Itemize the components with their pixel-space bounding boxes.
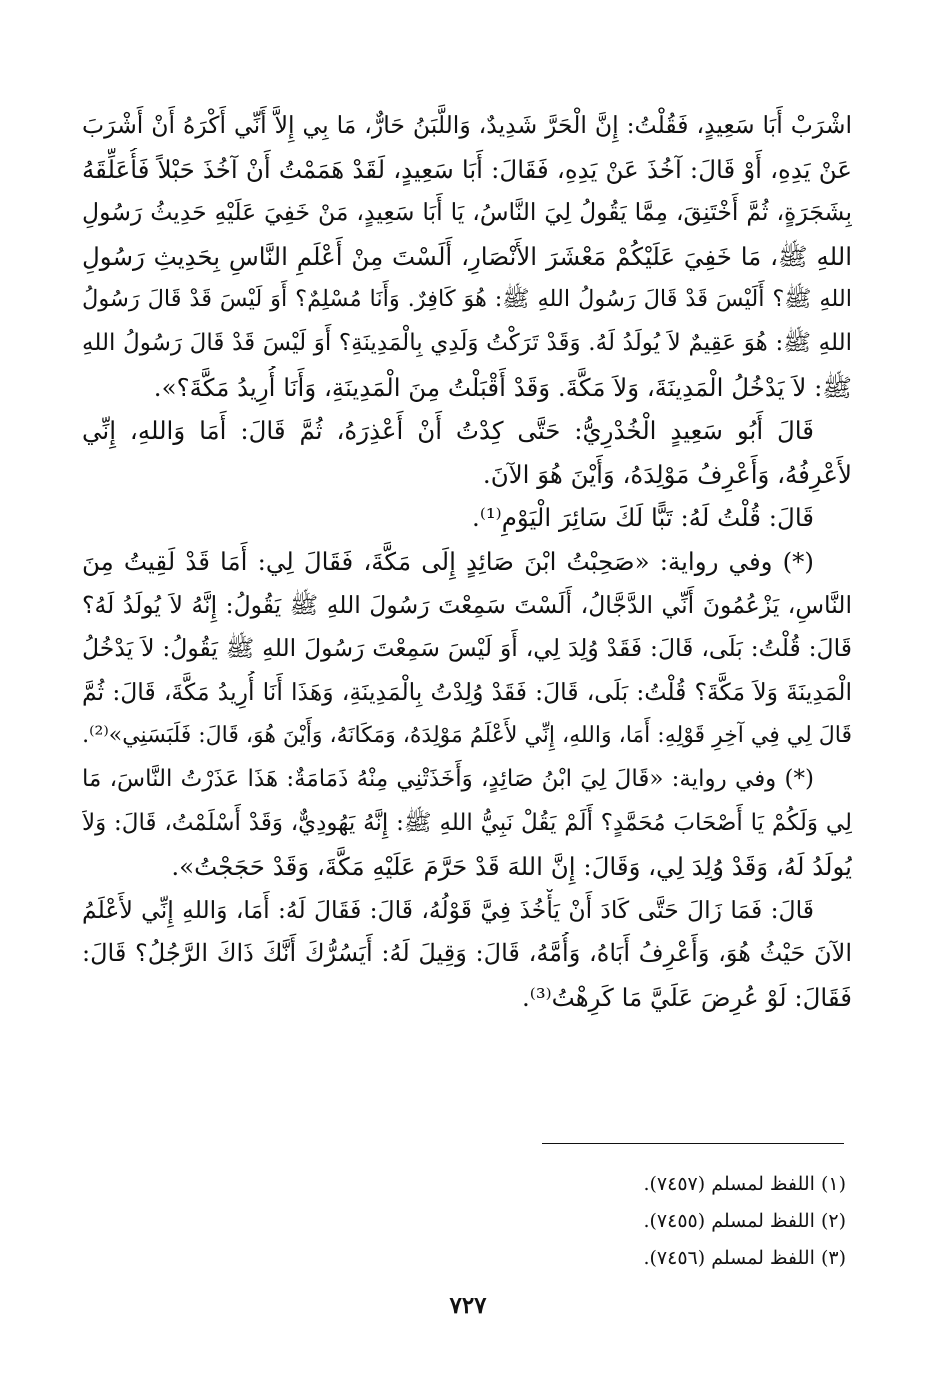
- text-line: عَنْ يَدِهِ، أَوْ قَالَ: آخُذَ عَنْ يَدِهِ، فَقَالَ: أَبَا سَعِيدٍ، لَقَدْ هَمَمْتُ أَنْ آخُذَ حَبْلاً فَأُعَلِّقَهُ: [82, 154, 852, 184]
- footnote-1: (١) اللفظ لمسلم (٧٤٥٧).: [643, 1173, 846, 1195]
- text-line: لِي وَلَكُمْ يَا أَصْحَابَ مُحَمَّدٍ؟ أَلَمْ يَقُلْ نَبِيُّ اللهِ ﷺ: إِنَّهُ يَهُودِيٌّ، وَقَدْ أَسْلَمْتُ، قَالَ: وَلاَ: [82, 809, 852, 836]
- text-line: اللهِ ﷺ، مَا خَفِيَ عَلَيْكُمْ مَعْشَرَ الأَنْصَارِ، أَلَسْتَ مِنْ أَعْلَمِ النَّاسِ بِحَدِيثِ رَسُولِ: [82, 241, 852, 271]
- text-line: (*) وفي رواية: «قَالَ لِيَ ابْنُ صَائِدٍ، وَأَخَذَتْنِي مِنْهُ ذَمَامَةٌ: هَذَا عَذَرْتُ النَّاسَ، مَا: [82, 765, 814, 792]
- text-line: قَالَ: فَمَا زَالَ حَتَّى كَادَ أَنْ يَأْخُذَ فِيَّ قَوْلُهُ، قَالَ: فَقَالَ لَهُ: أَمَا، وَاللهِ إِنِّي لأَعْلَمُ: [82, 895, 814, 924]
- text-line: قَالَ: قُلْتُ لَهُ: تَبًّا لَكَ سَائِرَ الْيَوْمِ⁽¹⁾.: [472, 503, 814, 533]
- text-line: الْمَدِينَةَ وَلاَ مَكَّةَ؟ قُلْتُ: بَلَى، قَالَ: فَقَدْ وُلِدْتُ بِالْمَدِينَةِ، وَهَذَا أَنَا أُرِيدُ مَكَّةَ، قَالَ: ثُمَّ: [82, 677, 852, 706]
- footnotes: [446, 1166, 846, 1277]
- text-line: بِشَجَرَةٍ، ثُمَّ أَخْتَنِقَ، مِمَّا يَقُولُ لِيَ النَّاسُ، يَا أَبَا سَعِيدٍ، مَنْ خَفِيَ عَلَيْهِ حَدِيثُ رَسُولِ: [82, 198, 852, 227]
- text-line: ﷺ: لاَ يَدْخُلُ الْمَدِينَةَ، وَلاَ مَكَّةَ. وَقَدْ أَقْبَلْتُ مِنَ الْمَدِينَةِ، وَأَنَا أُرِيدُ مَكَّةَ؟».: [153, 372, 852, 402]
- text-line: النَّاسِ، يَزْعُمُونَ أَنِّي الدَّجَّالُ، أَلَسْتَ سَمِعْتَ رَسُولَ اللهِ ﷺ يَقُولُ: إِنَّهُ لاَ يُولَدُ لَهُ؟: [82, 590, 852, 619]
- text-line: قَالَ أَبُو سَعِيدٍ الْخُدْرِيُّ: حَتَّى كِدْتُ أَنْ أَعْذِرَهُ، ثُمَّ قَالَ: أَمَا وَاللهِ، إِنِّي: [82, 416, 814, 446]
- text-line: اشْرَبْ أَبَا سَعِيدٍ، فَقُلْتُ: إِنَّ الْحَرَّ شَدِيدٌ، وَاللَّبَنُ حَارٌّ، مَا بِي إِلاَّ أَنِّي أَكْرَهُ أَنْ أَشْرَبَ: [82, 111, 852, 139]
- footnote-3: (٣) اللفظ لمسلم (٧٤٥٦).: [643, 1247, 846, 1269]
- text-line: لأَعْرِفُهُ، وَأَعْرِفُ مَوْلِدَهُ، وَأَيْنَ هُوَ الآنَ.: [482, 459, 852, 489]
- text-line: (*) وفي رواية: «صَحِبْتُ ابْنَ صَائِدٍ إِلَى مَكَّةَ، فَقَالَ لِي: أَمَا قَدْ لَقِيتُ مِنَ: [82, 546, 814, 576]
- main-text: [82, 104, 852, 1019]
- text-line: اللهِ ﷺ: هُوَ عَقِيمٌ لاَ يُولَدُ لَهُ. وَقَدْ تَرَكْتُ وَلَدِي بِالْمَدِينَةِ؟ أَوَ لَيْسَ قَدْ قَالَ رَسُولُ اللهِ: [82, 329, 852, 356]
- text-line: اللهِ ﷺ؟ أَلَيْسَ قَدْ قَالَ رَسُولُ اللهِ ﷺ: هُوَ كَافِرٌ. وَأَنَا مُسْلِمٌ؟ أَوَ لَيْسَ قَدْ قَالَ رَسُولُ: [82, 286, 852, 313]
- text-line: قَالَ: قُلْتُ: بَلَى، قَالَ: فَقَدْ وُلِدَ لِي، أَوَ لَيْسَ سَمِعْتَ رَسُولَ اللهِ ﷺ يَقُولُ: لاَ يَدْخُلُ: [82, 634, 852, 663]
- page-number: ٧٢٧: [449, 1292, 487, 1319]
- text-line: يُولَدُ لَهُ، وَقَدْ وُلِدَ لِي، وَقَالَ: إِنَّ اللهَ قَدْ حَرَّمَ عَلَيْهِ مَكَّةَ، وَقَدْ حَجَجْتُ».: [171, 852, 852, 882]
- footnote-separator: [542, 1143, 844, 1144]
- text-line: قَالَ لِي فِي آخِرِ قَوْلِهِ: أَمَا، وَاللهِ، إِنِّي لأَعْلَمُ مَوْلِدَهُ، وَمَكَانَهُ، وَأَيْنَ هُوَ، قَالَ: فَلَبَسَنِي»⁽²⁾.: [82, 723, 852, 749]
- text-line: فَقَالَ: لَوْ عُرِضَ عَلَيَّ مَا كَرِهْتُ⁽³⁾.: [522, 982, 852, 1012]
- footnote-2: (٢) اللفظ لمسلم (٧٤٥٥).: [643, 1210, 846, 1232]
- text-line: الآنَ حَيْثُ هُوَ، وَأَعْرِفُ أَبَاهُ، وَأُمَّهُ، قَالَ: وَقِيلَ لَهُ: أَيَسُرُّكَ أَنَّكَ ذَاكَ الرَّجُلُ؟ قَالَ:: [82, 939, 852, 968]
